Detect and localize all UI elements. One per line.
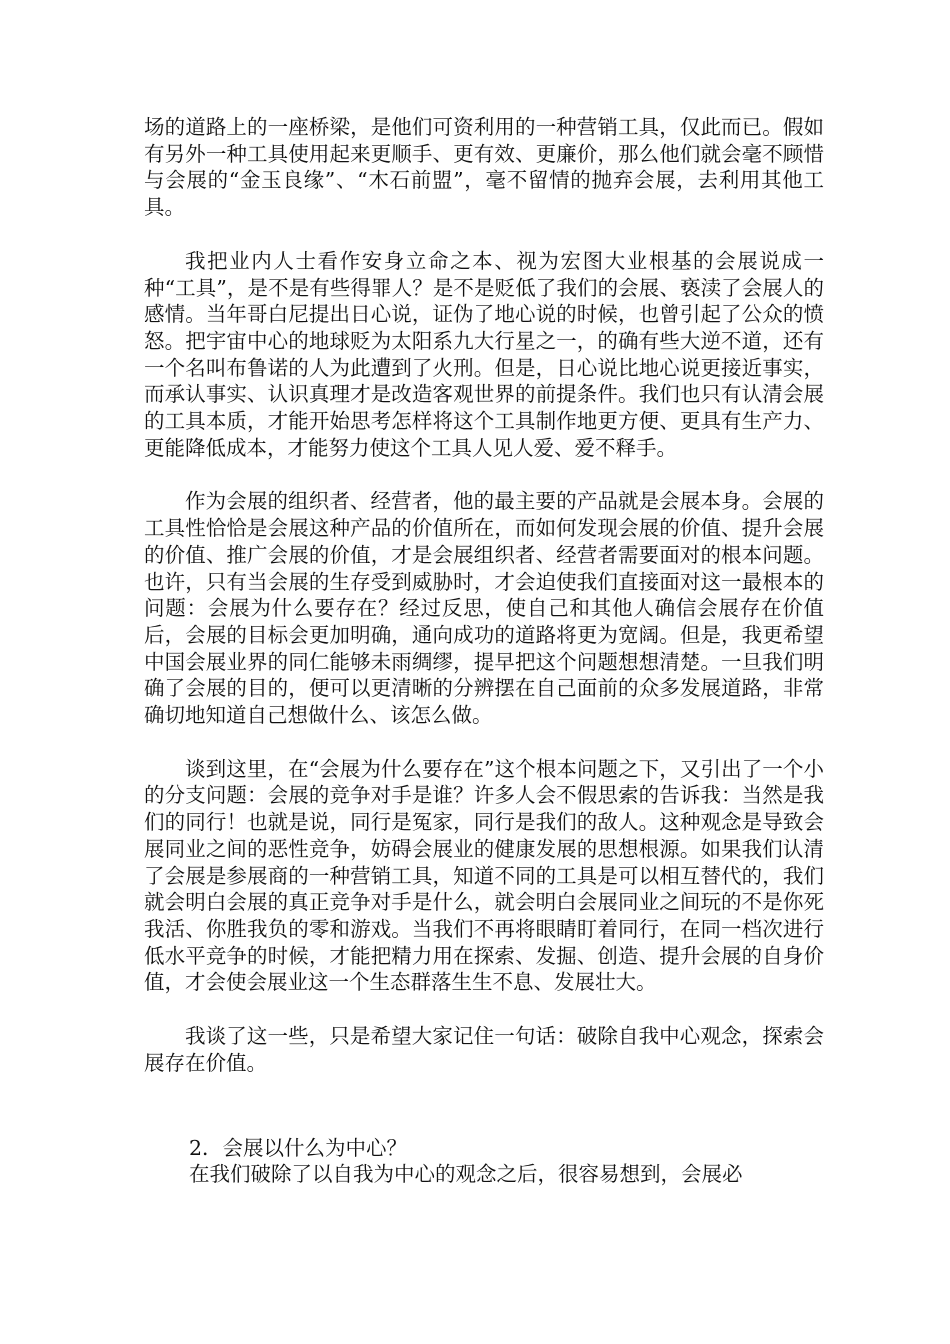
paragraph-2: 我把业内人士看作安身立命之本、视为宏图大业根基的会展说成一种“工具”，是不是有些得罪人？是不是贬低了我们的会展、亵渎了会展人的感情。当年哥白尼提出日心说，证伪了地心说的时候，也曾引起了公众的愤怒。把宇宙中心的地球贬为太阳系九大行星之一，的确有些大逆不道，还有一个名叫布鲁诺的人为此遭到了火刑。但是，日心说比地心说更接近事实，而承认事实、认识真理才是改造客观世界的前提条件。我们也只有认清会展的工具本质，才能开始思考怎样将这个工具制作地更方便、更具有生产力、更能降低成本，才能努力使这个工具人见人爱、爱不释手。 xyxy=(144,248,824,460)
section-spacer xyxy=(144,1104,824,1135)
paragraph-5: 我谈了这一些，只是希望大家记住一句话：破除自我中心观念，探索会展存在价值。 xyxy=(144,1024,824,1075)
document-body xyxy=(144,114,824,1188)
paragraph-4: 谈到这里，在“会展为什么要存在”这个根本问题之下，又引出了一个小的分支问题：会展的竞争对手是谁？许多人会不假思索的告诉我：当然是我们的同行！也就是说，同行是冤家，同行是我们的敌人。这种观念是导致会展同业之间的恶性竞争，妨碍会展业的健康发展的思想根源。如果我们认清了会展是参展商的一种营销工具，知道不同的工具是可以相互替代的，我们就会明白会展的真正竞争对手是什么，就会明白会展同业之间玩的不是你死我活、你胜我负的零和游戏。当我们不再将眼睛盯着同行，在同一档次进行低水平竞争的时候，才能把精力用在探索、发掘、创造、提升会展的自身价值，才会使会展业这一个生态群落生生不息、发展壮大。 xyxy=(144,756,824,995)
paragraph-1: 场的道路上的一座桥梁，是他们可资利用的一种营销工具，仅此而已。假如有另外一种工具使用起来更顺手、更有效、更廉价，那么他们就会毫不顾惜与会展的“金玉良缘”、“木石前盟”，毫不留情的抛弃会展，去利用其他工具。 xyxy=(144,115,824,220)
paragraph-3: 作为会展的组织者、经营者，他的最主要的产品就是会展本身。会展的工具性恰恰是会展这种产品的价值所在，而如何发现会展的价值、提升会展的价值、推广会展的价值，才是会展组织者、经营者需要面对的根本问题。也许，只有当会展的生存受到威胁时，才会迫使我们直接面对这一最根本的问题：会展为什么要存在？经过反思，使自己和其他人确信会展存在价值后，会展的目标会更加明确，通向成功的道路将更为宽阔。但是，我更希望中国会展业界的同仁能够未雨绸缪，提早把这个问题想想清楚。一旦我们明确了会展的目的，便可以更清晰的分辨摆在自己面前的众多发展道路，非常确切地知道自己想做什么、该怎么做。 xyxy=(144,489,824,728)
section-heading: 2．会展以什么为中心？ xyxy=(189,1135,408,1160)
section-first-line: 在我们破除了以自我为中心的观念之后，很容易想到，会展必 xyxy=(189,1162,743,1187)
